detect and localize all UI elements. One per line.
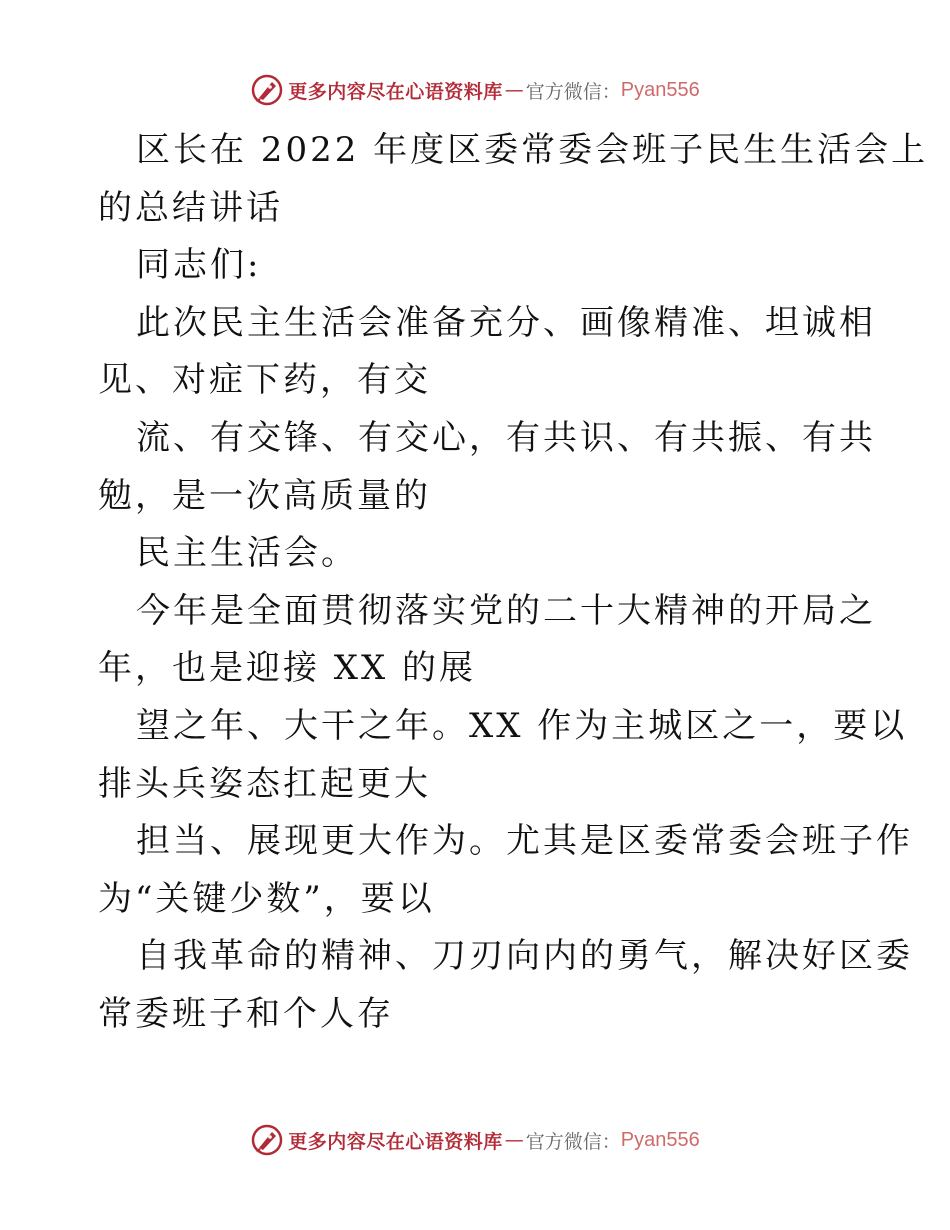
title-line-2: 的总结讲话 <box>98 187 283 228</box>
paragraph-line: 担当、展现更大作为。尤其是区委常委会班子作 <box>136 821 913 862</box>
title-line-1: 区长在 2022 年度区委常委会班子民生生活会上 <box>136 130 929 170</box>
paragraph-line: 自我革命的精神、刀刃向内的勇气，解决好区委 <box>136 936 913 977</box>
paragraph-line: 常委班子和个人存 <box>98 993 394 1034</box>
paragraph-line: 为“关键少数”，要以 <box>98 878 435 919</box>
pen-nib-logo-icon <box>250 1123 284 1157</box>
paragraph-line: 此次民主生活会准备充分、画像精准、坦诚相 <box>136 302 876 343</box>
paragraph-line: 见、对症下药，有交 <box>98 360 431 401</box>
footer-separator: — <box>504 1129 524 1151</box>
pen-nib-logo-icon <box>250 73 284 107</box>
paragraph-line: 民主生活会。 <box>136 533 358 574</box>
salutation: 同志们: <box>136 245 262 286</box>
footer-banner <box>0 1120 950 1160</box>
header-banner <box>0 70 950 110</box>
paragraph-line: 年，也是迎接 XX 的展 <box>98 648 477 689</box>
paragraph-line: 今年是全面贯彻落实党的二十大精神的开局之 <box>136 590 876 631</box>
footer-wechat-id: Pyan556 <box>620 1128 700 1151</box>
paragraph-line: 排头兵姿态扛起更大 <box>98 763 431 804</box>
paragraph-line: 勉，是一次高质量的 <box>98 475 431 516</box>
footer-slogan: 更多内容尽在心语资料库 <box>288 1130 503 1153</box>
header-wechat-id: Pyan556 <box>620 78 700 101</box>
document-body <box>98 122 929 1044</box>
header-wechat-label: 官方微信： <box>525 80 621 103</box>
paragraph-line: 流、有交锋、有交心，有共识、有共振、有共 <box>136 417 876 458</box>
footer-wechat-label: 官方微信： <box>525 1130 621 1153</box>
paragraph-line: 望之年、大干之年。XX 作为主城区之一，要以 <box>136 705 908 746</box>
header-separator: — <box>504 79 524 101</box>
header-slogan: 更多内容尽在心语资料库 <box>288 80 503 103</box>
